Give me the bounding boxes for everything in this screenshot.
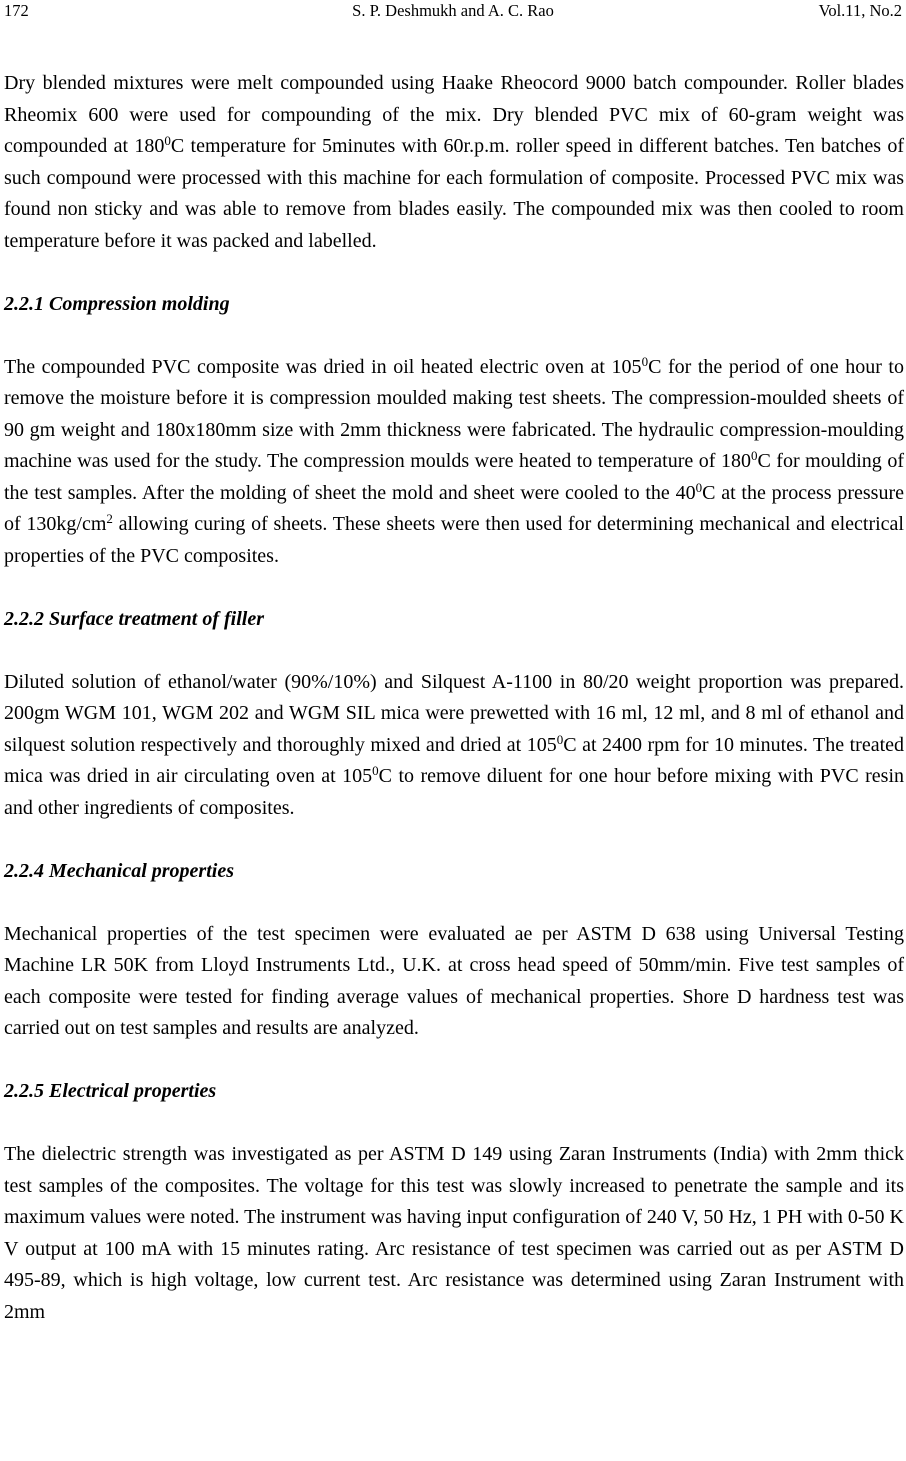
paragraph-surface-treatment: Diluted solution of ethanol/water (90%/10%) and Silquest A-1100 in 80/20 weight proportion was prepared. 200gm WGM 101, WGM 202 and WGM SIL mica were prewetted with 16 ml, 12 ml, and 8 ml of ethanol and silquest solution respectively and thoroughly mixed and dried at $105^0C$ at 2400 rpm for 10 minutes. The treated mica was dried in air circulating oven at $105^0C$ to remove diluent for one hour before mixing with PVC resin and other ingredients of composites. [4, 670, 905, 819]
paragraph-compounding: Dry blended mixtures were melt compounded using Haake Rheocord 9000 batch compounder. Roller blades Rheomix 600 were used for compounding of the mix. Dry blended PVC mix of 60-gram weight was compounded at $180^0C$ temperature for 5minutes with 60r.p.m. roller speed in different batches. Ten batches of such compound were processed with this machine for each formulation of composite. Processed PVC mix was found non sticky and was able to remove from blades easily. The compounded mix was then cooled to room temperature before it was packed and labelled. [4, 72, 904, 252]
header-volume: Vol.11, No.2 [818, 1, 902, 20]
section-heading-mechanical-properties: 2.2.4 Mechanical properties [4, 859, 234, 882]
section-heading-compression-molding: 2.2.1 Compression molding [4, 292, 230, 315]
running-header [4, 0, 902, 22]
header-authors: S. P. Deshmukh and A. C. Rao [352, 1, 554, 20]
paragraph-compression-molding: The compounded PVC composite was dried in oil heated electric oven at $105^0C$ for the period of one hour to remove the moisture before it is compression moulded making test sheets. The compression-moulded sheets of 90 gm weight and 180x180mm size with 2mm thickness were fabricated. The hydraulic compression-moulding machine was used for the study. The compression moulds were heated to temperature of $180^0C$ for moulding of the test samples. After the molding of sheet the mold and sheet were cooled to the $40^0C$ at the process pressure of $130kg/cm^2$ allowing curing of sheets. These sheets were then used for determining mechanical and electrical properties of the PVC composites. [4, 353, 904, 567]
page-number: 172 [4, 1, 29, 20]
section-heading-surface-treatment: 2.2.2 Surface treatment of filler [4, 607, 264, 630]
section-heading-electrical-properties: 2.2.5 Electrical properties [4, 1080, 217, 1102]
paragraph-electrical-properties: The dielectric strength was investigated as per ASTM D 149 using Zaran Instruments (India) with 2mm thick test samples of the composites. The voltage for this test was slowly increased to penetrate the sample and its maximum values were noted. The instrument was having input configuration of 240 V, 50 Hz, 1 PH with 0-50 K V output at 100 mA with 15 minutes rating. Arc resistance of test specimen was carried out as per ASTM D 495-89, which is high voltage, low current test. Arc resistance was determined using Zaran Instrument with 2mm [4, 1143, 904, 1323]
paragraph-mechanical-properties: Mechanical properties of the test specimen were evaluated ae per ASTM D 638 using Universal Testing Machine LR 50K from Lloyd Instruments Ltd., U.K. at cross head speed of 50mm/min. Five test samples of each composite were tested for finding average values of mechanical properties. Shore D hardness test was carried out on test samples and results are analyzed. [4, 922, 904, 1039]
article-body [4, 68, 904, 1328]
